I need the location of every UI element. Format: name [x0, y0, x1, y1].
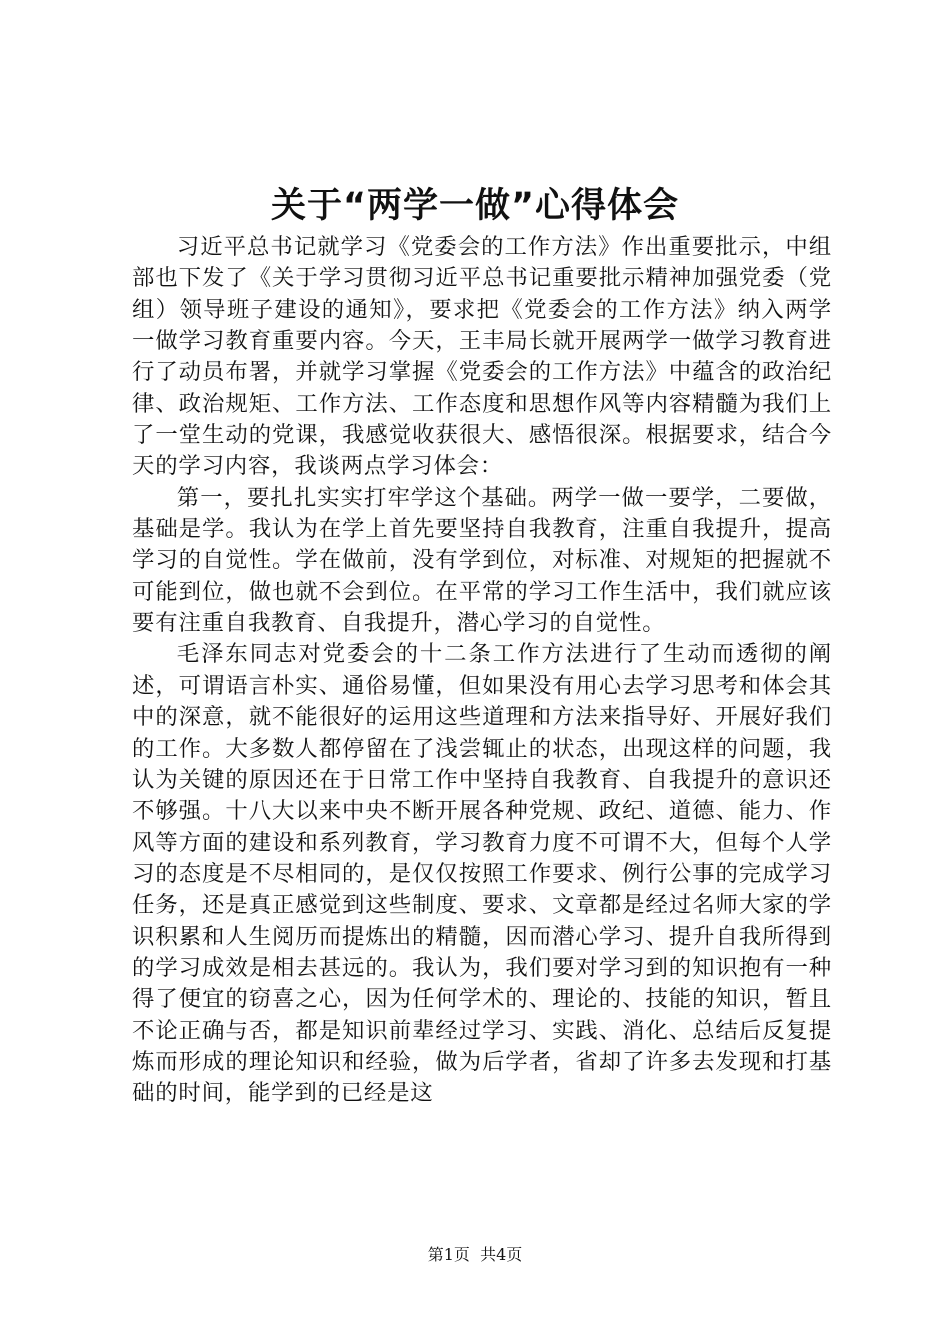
paragraph-intro: 习近平总书记就学习《党委会的工作方法》作出重要批示，中组部也下发了《关于学习贯彻习近平总书记重要批示精神加强党委（党组）领导班子建设的通知》，要求把《党委会的工作方法》纳入两学一做学习教育重要内容。今天，王丰局长就开展两学一做学习教育进行了动员布署，并就学习掌握《党委会的工作方法》中蕴含的政治纪律、政治规矩、工作方法、工作态度和思想作风等内容精髓为我们上了一堂生动的党课，我感觉收获很大、感悟很深。根据要求，结合今天的学习内容，我谈两点学习体会：: [132, 234, 832, 480]
paragraph-point-one: 第一，要扎扎实实打牢学这个基础。两学一做一要学，二要做，基础是学。我认为在学上首先要坚持自我教育，注重自我提升，提高学习的自觉性。学在做前，没有学到位，对标准、对规矩的把握就不可能到位，做也就不会到位。在平常的学习工作生活中，我们就应该要有注重自我教育、自我提升，潜心学习的自觉性。: [132, 484, 832, 637]
page-number: 第1页: [427, 1245, 470, 1264]
paragraph-discussion: 毛泽东同志对党委会的十二条工作方法进行了生动而透彻的阐述，可谓语言朴实、通俗易懂，但如果没有用心去学习思考和体会其中的深意，就不能很好的运用这些道理和方法来指导好、开展好我们的工作。大多数人都停留在了浅尝辄止的状态，出现这样的问题，我认为关键的原因还在于日常工作中坚持自我教育、自我提升的意识还不够强。十八大以来中央不断开展各种党规、政纪、道德、能力、作风等方面的建设和系列教育，学习教育力度不可谓不大，但每个人学习的态度是不尽相同的，是仅仅按照工作要求、例行公事的完成学习任务，还是真正感觉到这些制度、要求、文章都是经过名师大家的学识积累和人生阅历而提炼出的精髓，因而潜心学习、提升自我所得到的学习成效是相去甚远的。我认为，我们要对学习到的知识抱有一种得了便宜的窃喜之心，因为任何学术的、理论的、技能的知识，暂且不论正确与否，都是知识前辈经过学习、实践、消化、总结后反复提炼而形成的理论知识和经验，做为后学者，省却了许多去发现和打基础的时间，能学到的已经是这: [132, 641, 832, 1107]
page-total: 共4页: [480, 1245, 523, 1264]
document-body: [132, 232, 832, 1110]
page-footer: [0, 1245, 950, 1265]
document-title: 关于“两学一做”心得体会: [270, 186, 679, 226]
